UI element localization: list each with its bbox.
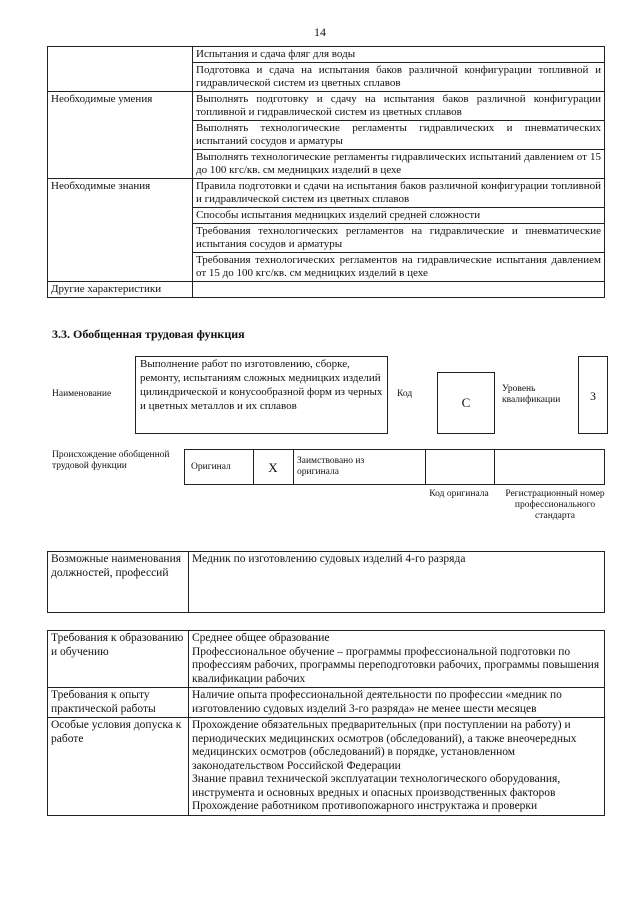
- table-cell: Способы испытания медницких изделий средней сложности: [193, 208, 605, 224]
- section-heading: 3.3. Обобщенная трудовая функция: [52, 327, 245, 341]
- cell-line: Знание правил технической эксплуатации технологического оборудования, инструмента и основных вредных и опасных производственных факторов: [192, 773, 561, 799]
- table-cell: [189, 688, 605, 718]
- table-cell: Выполнять технологические регламенты гидравлических испытаний давлением от 15 до 100 кгс/кв. см медницких изделий в цехе: [193, 150, 605, 179]
- cell-line: Профессиональное обучение – программы профессиональной подготовки по профессиям рабочих, программы переподготовки рабочих, программы повышения квалификации рабочих: [192, 645, 600, 685]
- table-cell: [189, 631, 605, 688]
- divider: [494, 450, 495, 484]
- positions-table: [47, 551, 605, 613]
- table-row: [48, 552, 605, 613]
- table-row: [48, 718, 605, 816]
- level-box: 3: [578, 356, 608, 434]
- code-box: C: [437, 372, 495, 434]
- cell-line: Прохождение работником противопожарного инструктажа и проверки: [192, 800, 538, 812]
- borrowed-label: Заимствовано из оригинала: [297, 456, 365, 477]
- cell-line: Наличие опыта профессиональной деятельности по профессии «медник по изготовлению судовых изделий 3-го разряда» не менее шести месяцев: [192, 689, 562, 715]
- row-label: Необходимые знания: [48, 179, 193, 282]
- row-label: Особые условия допуска к работе: [48, 718, 189, 816]
- divider: [425, 450, 426, 484]
- table-cell: [189, 718, 605, 816]
- table-cell: Испытания и сдача фляг для воды: [193, 47, 605, 63]
- original-mark: X: [268, 460, 278, 475]
- skills-knowledge-table: [47, 46, 605, 298]
- table-cell: Выполнять подготовку и сдачу на испытания баков различной конфигурации топливной и гидравлической систем из цветных сплавов: [193, 92, 605, 121]
- page-number: 14: [314, 25, 326, 39]
- row-label: Возможные наименования должностей, профессий: [48, 552, 189, 613]
- table-cell: Требования технологических регламентов на гидравлические и пневматические испытания сосудов и арматуры: [193, 224, 605, 253]
- table-row: [48, 179, 605, 208]
- cell-line: Прохождение обязательных предварительных (при поступлении на работу) и периодических медицинских осмотров (обследований), а также внеочередных медицинских осмотров (обследований) в порядке, установленном законодательством Российской Федерации: [192, 719, 577, 772]
- table-cell: Требования технологических регламентов на гидравлические испытания давлением от 15 до 100 кгс/кв. см медницких изделий в цехе: [193, 253, 605, 282]
- row-label: [48, 47, 193, 92]
- table-row: [48, 631, 605, 688]
- code-caption: Код оригинала: [429, 489, 489, 499]
- table-cell: Подготовка и сдача на испытания баков различной конфигурации топливной и гидравлической систем из цветных сплавов: [193, 63, 605, 92]
- reg-caption: Регистрационный номер профессионального стандарта: [505, 489, 605, 521]
- origin-box: [184, 449, 605, 485]
- table-cell: Выполнять технологические регламенты гидравлических и пневматических испытаний сосудов и арматуры: [193, 121, 605, 150]
- function-name-box: Выполнение работ по изготовлению, сборке, ремонту, испытаниям сложных медницких изделий цилиндрической и конусообразной форм из черных и цветных металлов и их сплавов: [135, 356, 388, 434]
- table-cell: Правила подготовки и сдачи на испытания баков различной конфигурации топливной и гидравлической систем из цветных сплавов: [193, 179, 605, 208]
- table-cell: [193, 282, 605, 298]
- code-label: Код: [397, 389, 413, 399]
- requirements-table: [47, 630, 605, 816]
- table-row: [48, 282, 605, 298]
- row-label: Другие характеристики: [48, 282, 193, 298]
- table-row: [48, 47, 605, 63]
- row-label: Требования к опыту практической работы: [48, 688, 189, 718]
- table-row: [48, 92, 605, 121]
- name-label: Наименование: [52, 389, 112, 399]
- origin-label: Происхождение обобщенной трудовой функции: [52, 450, 170, 471]
- original-label: Оригинал: [191, 462, 231, 472]
- divider: [293, 450, 294, 484]
- level-label: Уровень квалификации: [502, 384, 561, 405]
- table-cell: Медник по изготовлению судовых изделий 4-го разряда: [189, 552, 605, 613]
- cell-line: Среднее общее образование: [192, 632, 330, 644]
- row-label: Требования к образованию и обучению: [48, 631, 189, 688]
- table-row: [48, 688, 605, 718]
- row-label: Необходимые умения: [48, 92, 193, 179]
